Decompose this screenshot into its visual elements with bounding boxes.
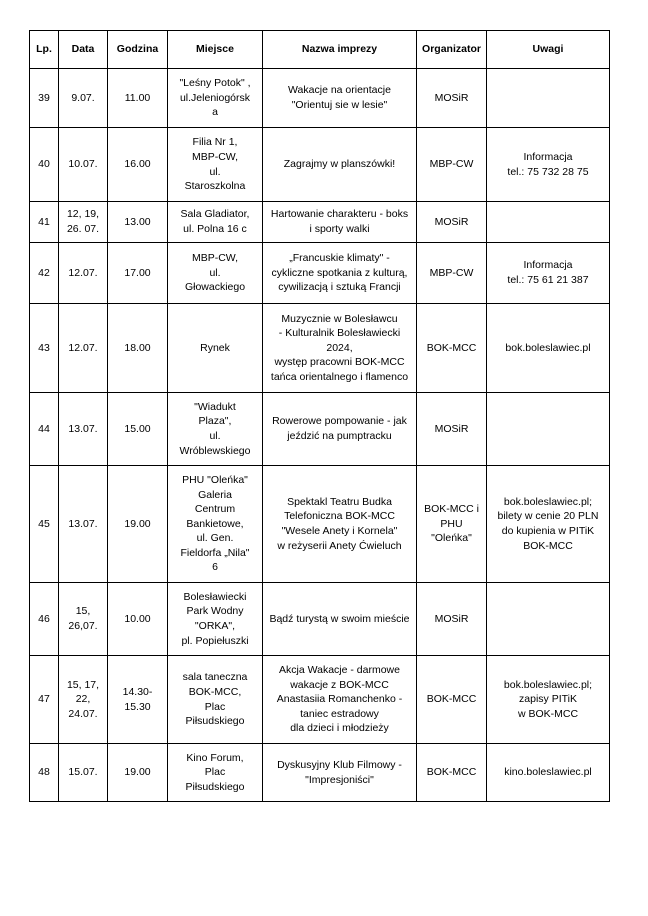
cell-data: 15, 17, 22, 24.07. <box>59 656 108 744</box>
cell-data: 12, 19, 26. 07. <box>59 202 108 243</box>
cell-organizator: MBP-CW <box>417 243 487 304</box>
cell-miejsce: Sala Gladiator, ul. Polna 16 c <box>168 202 263 243</box>
cell-organizator: MBP-CW <box>417 128 487 202</box>
cell-lp: 42 <box>30 243 59 304</box>
cell-uwagi <box>487 69 610 128</box>
cell-data: 13.07. <box>59 393 108 466</box>
cell-organizator: MOSiR <box>417 202 487 243</box>
cell-data: 9.07. <box>59 69 108 128</box>
cell-data: 12.07. <box>59 304 108 393</box>
cell-uwagi: Informacja tel.: 75 732 28 75 <box>487 128 610 202</box>
header-row <box>30 31 610 69</box>
table-row <box>30 466 610 583</box>
cell-nazwa: Bądź turystą w swoim mieście <box>263 583 417 656</box>
cell-miejsce: Rynek <box>168 304 263 393</box>
table-row <box>30 744 610 802</box>
table-row <box>30 243 610 304</box>
table-row <box>30 656 610 744</box>
cell-godzina: 16.00 <box>108 128 168 202</box>
cell-organizator: MOSiR <box>417 393 487 466</box>
cell-godzina: 11.00 <box>108 69 168 128</box>
cell-uwagi <box>487 393 610 466</box>
cell-nazwa: Rowerowe pompowanie - jak jeździć na pumptracku <box>263 393 417 466</box>
cell-nazwa: Akcja Wakacje - darmowe wakacje z BOK-MCC Anastasiia Romanchenko - taniec estradowy dla dzieci i młodzieży <box>263 656 417 744</box>
cell-godzina: 13.00 <box>108 202 168 243</box>
cell-miejsce: MBP-CW, ul. Głowackiego <box>168 243 263 304</box>
cell-miejsce: Kino Forum, Plac Piłsudskiego <box>168 744 263 802</box>
cell-uwagi: bok.boleslawiec.pl; bilety w cenie 20 PLN do kupienia w PITiK BOK-MCC <box>487 466 610 583</box>
header-nazwa: Nazwa imprezy <box>263 31 417 69</box>
events-table <box>29 30 610 802</box>
table-row <box>30 304 610 393</box>
cell-nazwa: Muzycznie w Bolesławcu - Kulturalnik Bolesławiecki 2024, występ pracowni BOK-MCC tańca orientalnego i flamenco <box>263 304 417 393</box>
cell-lp: 40 <box>30 128 59 202</box>
cell-godzina: 14.30- 15.30 <box>108 656 168 744</box>
cell-nazwa: Zagrajmy w planszówki! <box>263 128 417 202</box>
cell-godzina: 10.00 <box>108 583 168 656</box>
cell-lp: 46 <box>30 583 59 656</box>
header-data: Data <box>59 31 108 69</box>
cell-lp: 43 <box>30 304 59 393</box>
cell-organizator: BOK-MCC <box>417 744 487 802</box>
header-lp: Lp. <box>30 31 59 69</box>
cell-lp: 41 <box>30 202 59 243</box>
cell-data: 15.07. <box>59 744 108 802</box>
header-uwagi: Uwagi <box>487 31 610 69</box>
cell-data: 10.07. <box>59 128 108 202</box>
cell-miejsce: Filia Nr 1, MBP-CW, ul. Staroszkolna <box>168 128 263 202</box>
cell-lp: 39 <box>30 69 59 128</box>
cell-miejsce: PHU "Oleńka" Galeria Centrum Bankietowe, ul. Gen. Fieldorfa „Nila" 6 <box>168 466 263 583</box>
cell-lp: 48 <box>30 744 59 802</box>
cell-data: 15, 26,07. <box>59 583 108 656</box>
cell-organizator: BOK-MCC <box>417 304 487 393</box>
cell-uwagi: bok.boleslawiec.pl; zapisy PITiK w BOK-MCC <box>487 656 610 744</box>
cell-godzina: 17.00 <box>108 243 168 304</box>
cell-godzina: 18.00 <box>108 304 168 393</box>
cell-uwagi: bok.boleslawiec.pl <box>487 304 610 393</box>
cell-nazwa: Dyskusyjny Klub Filmowy - "Impresjoniści" <box>263 744 417 802</box>
cell-uwagi <box>487 202 610 243</box>
table-row <box>30 583 610 656</box>
cell-organizator: BOK-MCC i PHU "Oleńka" <box>417 466 487 583</box>
cell-miejsce: sala taneczna BOK-MCC, Plac Piłsudskiego <box>168 656 263 744</box>
table-row <box>30 202 610 243</box>
cell-lp: 45 <box>30 466 59 583</box>
cell-godzina: 19.00 <box>108 466 168 583</box>
table-row <box>30 393 610 466</box>
cell-godzina: 15.00 <box>108 393 168 466</box>
cell-data: 13.07. <box>59 466 108 583</box>
cell-uwagi: kino.boleslawiec.pl <box>487 744 610 802</box>
cell-godzina: 19.00 <box>108 744 168 802</box>
cell-lp: 44 <box>30 393 59 466</box>
cell-organizator: BOK-MCC <box>417 656 487 744</box>
header-godzina: Godzina <box>108 31 168 69</box>
cell-organizator: MOSiR <box>417 69 487 128</box>
cell-nazwa: Hartowanie charakteru - boks i sporty walki <box>263 202 417 243</box>
cell-lp: 47 <box>30 656 59 744</box>
cell-nazwa: Wakacje na orientacje "Orientuj sie w lesie" <box>263 69 417 128</box>
cell-organizator: MOSiR <box>417 583 487 656</box>
cell-nazwa: „Francuskie klimaty" - cykliczne spotkania z kulturą, cywilizacją i sztuką Francji <box>263 243 417 304</box>
cell-data: 12.07. <box>59 243 108 304</box>
cell-miejsce: "Wiadukt Plaza", ul. Wróblewskiego <box>168 393 263 466</box>
table-row <box>30 69 610 128</box>
header-miejsce: Miejsce <box>168 31 263 69</box>
cell-miejsce: "Leśny Potok" , ul.Jeleniogórsk a <box>168 69 263 128</box>
cell-miejsce: Bolesławiecki Park Wodny "ORKA", pl. Popiełuszki <box>168 583 263 656</box>
table-row <box>30 128 610 202</box>
cell-uwagi <box>487 583 610 656</box>
header-organizator: Organizator <box>417 31 487 69</box>
cell-nazwa: Spektakl Teatru Budka Telefoniczna BOK-MCC "Wesele Anety i Kornela" w reżyserii Anety Ćwieluch <box>263 466 417 583</box>
cell-uwagi: Informacja tel.: 75 61 21 387 <box>487 243 610 304</box>
